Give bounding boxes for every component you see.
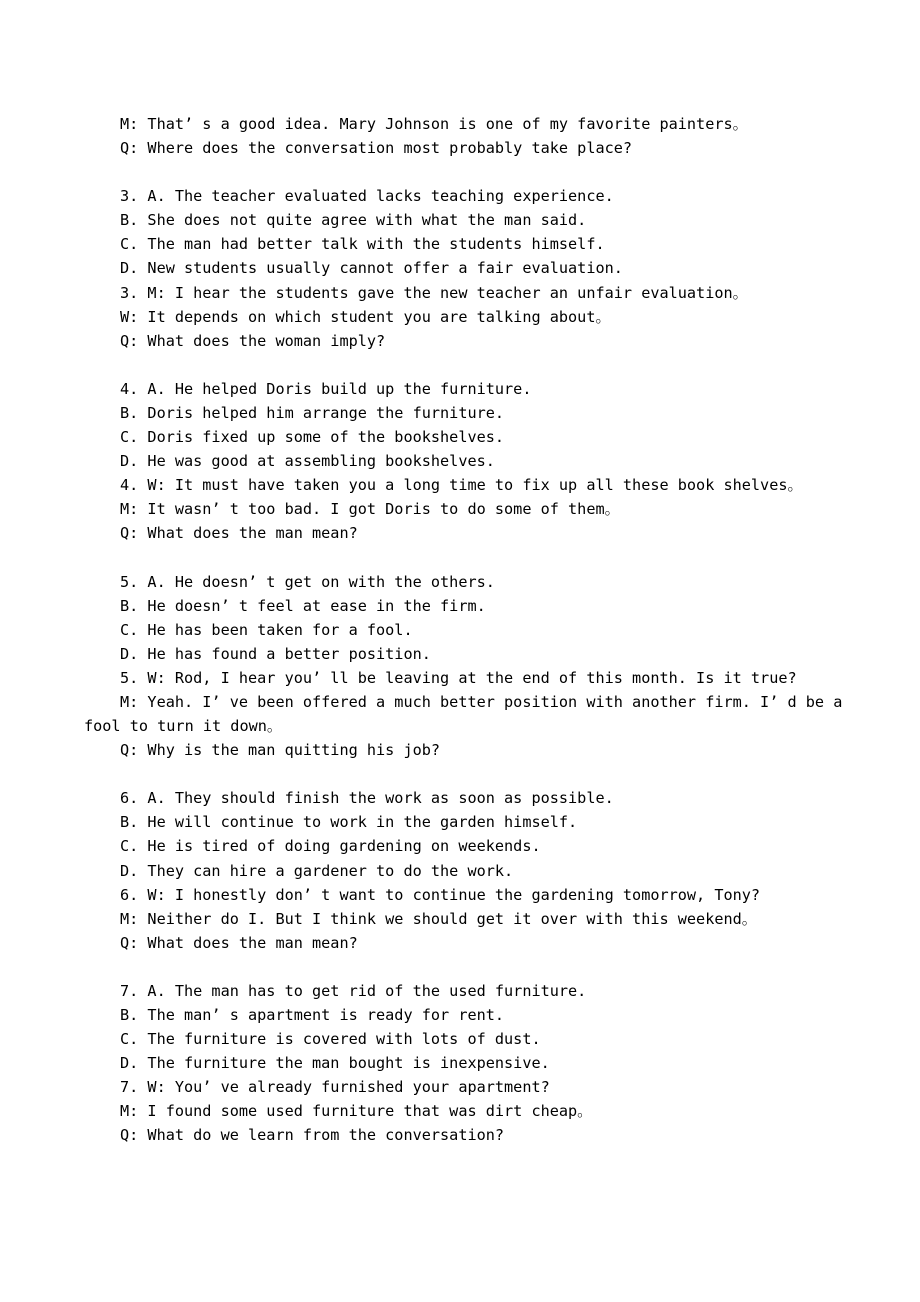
question-2-continuation xyxy=(0,112,920,160)
option-c: C. He is tired of doing gardening on weekends. xyxy=(120,837,541,856)
option-c: C. The man had better talk with the students himself. xyxy=(120,235,605,254)
question-4 xyxy=(0,377,920,546)
question-line: Q: What do we learn from the conversation? xyxy=(120,1126,505,1145)
question-line: Q: What does the woman imply? xyxy=(120,331,386,350)
option-d: D. New students usually cannot offer a fair evaluation. xyxy=(120,259,623,278)
option-a: 6. A. They should finish the work as soon as possible. xyxy=(120,789,614,808)
dialogue-line-woman: W: It depends on which student you are talking about。 xyxy=(120,307,611,326)
option-b: B. The man’ s apartment is ready for rent. xyxy=(120,1006,505,1024)
question-line: Q: What does the man mean? xyxy=(120,933,358,952)
option-a: 4. A. He helped Doris build up the furniture. xyxy=(120,379,532,398)
option-a: 7. A. The man has to get rid of the used furniture. xyxy=(120,981,587,1000)
question-7 xyxy=(0,979,920,1148)
option-b: B. He will continue to work in the garden himself. xyxy=(120,813,578,832)
dialogue-line-woman: 5. W: Rod, I hear you’ ll be leaving at the end of this month. Is it true? xyxy=(120,668,797,687)
option-d: D. He was good at assembling bookshelves. xyxy=(120,452,495,471)
dialogue-line-man: M: It wasn’ t too bad. I got Doris to do some of them。 xyxy=(120,500,620,519)
dialogue-line-man: M: Neither do I. But I think we should get it over with this weekend。 xyxy=(120,909,757,928)
dialogue-line-woman: 7. W: You’ ve already furnished your apartment? xyxy=(120,1078,550,1097)
question-line: Q: What does the man mean? xyxy=(120,524,358,543)
question-line: Q: Where does the conversation most probably take place? xyxy=(120,139,633,158)
dialogue-line-woman: 4. W: It must have taken you a long time to fix up all these book shelves。 xyxy=(120,476,803,495)
dialogue-line-man: M: I found some used furniture that was dirt cheap。 xyxy=(120,1102,593,1121)
option-c: C. He has been taken for a fool. xyxy=(120,620,413,639)
question-3 xyxy=(0,184,920,353)
option-c: C. Doris fixed up some of the bookshelves. xyxy=(120,428,505,447)
dialogue-line-woman: 6. W: I honestly don’ t want to continue the gardening tomorrow, Tony? xyxy=(120,885,761,904)
document-page xyxy=(0,112,920,1172)
option-a: 3. A. The teacher evaluated lacks teaching experience. xyxy=(120,187,614,206)
option-b: B. She does not quite agree with what the man said. xyxy=(120,211,587,230)
dialogue-line-man: M: Yeah. I’ ve been offered a much better position with another firm. I’ d be a fool to turn it down。 xyxy=(84,692,852,736)
dialogue-line-man: M: That’ s a good idea. Mary Johnson is one of my favorite painters。 xyxy=(120,115,748,133)
option-a: 5. A. He doesn’ t get on with the others. xyxy=(120,572,495,591)
option-d: D. The furniture the man bought is inexpensive. xyxy=(120,1054,550,1073)
option-b: B. He doesn’ t feel at ease in the firm. xyxy=(120,596,486,615)
question-5 xyxy=(0,570,920,763)
dialogue-line-man: 3. M: I hear the students gave the new teacher an unfair evaluation。 xyxy=(120,283,748,302)
option-d: D. They can hire a gardener to do the work. xyxy=(120,861,514,880)
option-d: D. He has found a better position. xyxy=(120,644,431,663)
question-line: Q: Why is the man quitting his job? xyxy=(120,741,441,760)
option-c: C. The furniture is covered with lots of dust. xyxy=(120,1030,541,1049)
question-6 xyxy=(0,786,920,955)
option-b: B. Doris helped him arrange the furniture. xyxy=(120,403,505,422)
